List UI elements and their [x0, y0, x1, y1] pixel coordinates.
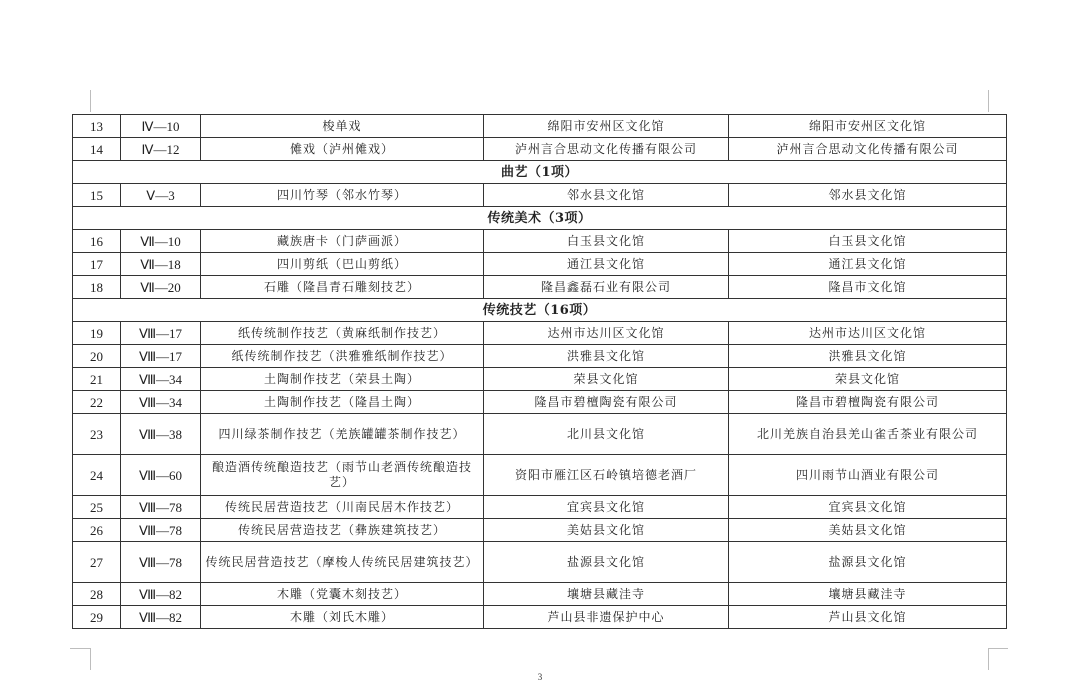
protection-unit: 盐源县文化馆	[729, 542, 1007, 583]
project-code: Ⅷ—78	[121, 496, 201, 519]
project-name: 传统民居营造技艺（川南民居木作技艺）	[201, 496, 484, 519]
table-row	[73, 414, 1007, 455]
row-number: 19	[73, 322, 121, 345]
applicant-unit: 盐源县文化馆	[484, 542, 729, 583]
row-number: 22	[73, 391, 121, 414]
project-name: 石雕（隆昌青石雕刻技艺）	[201, 276, 484, 299]
project-code: Ⅶ—20	[121, 276, 201, 299]
project-name: 土陶制作技艺（荣县土陶）	[201, 368, 484, 391]
project-name: 木雕（党囊木刻技艺）	[201, 583, 484, 606]
table-body	[73, 115, 1007, 629]
project-name: 藏族唐卡（门萨画派）	[201, 230, 484, 253]
table-row	[73, 345, 1007, 368]
project-code: Ⅷ—17	[121, 322, 201, 345]
row-number: 18	[73, 276, 121, 299]
project-name: 四川竹琴（邻水竹琴）	[201, 184, 484, 207]
protection-unit: 隆昌市碧檀陶瓷有限公司	[729, 391, 1007, 414]
applicant-unit: 壤塘县藏洼寺	[484, 583, 729, 606]
table-row	[73, 542, 1007, 583]
crop-mark-top-left	[72, 90, 91, 112]
project-name: 纸传统制作技艺（洪雅雅纸制作技艺）	[201, 345, 484, 368]
table-row	[73, 253, 1007, 276]
row-number: 14	[73, 138, 121, 161]
project-name: 木雕（刘氏木雕）	[201, 606, 484, 629]
applicant-unit: 达州市达川区文化馆	[484, 322, 729, 345]
protection-unit: 通江县文化馆	[729, 253, 1007, 276]
table-row	[73, 496, 1007, 519]
applicant-unit: 绵阳市安州区文化馆	[484, 115, 729, 138]
category-row	[73, 161, 1007, 184]
row-number: 23	[73, 414, 121, 455]
project-name: 纸传统制作技艺（黄麻纸制作技艺）	[201, 322, 484, 345]
applicant-unit: 邻水县文化馆	[484, 184, 729, 207]
row-number: 16	[73, 230, 121, 253]
category-title: 传统技艺（16项）	[73, 299, 1007, 322]
project-code: Ⅷ—34	[121, 368, 201, 391]
table-row	[73, 230, 1007, 253]
row-number: 15	[73, 184, 121, 207]
row-number: 24	[73, 455, 121, 496]
table-row	[73, 138, 1007, 161]
row-number: 20	[73, 345, 121, 368]
page-number: 3	[537, 672, 543, 682]
table-row	[73, 455, 1007, 496]
protection-unit: 洪雅县文化馆	[729, 345, 1007, 368]
project-name: 傩戏（泸州傩戏）	[201, 138, 484, 161]
project-code: Ⅴ—3	[121, 184, 201, 207]
applicant-unit: 荣县文化馆	[484, 368, 729, 391]
category-row	[73, 299, 1007, 322]
row-number: 21	[73, 368, 121, 391]
project-name: 传统民居营造技艺（彝族建筑技艺）	[201, 519, 484, 542]
table-row	[73, 606, 1007, 629]
project-name: 酿造酒传统酿造技艺（雨节山老酒传统酿造技艺）	[201, 455, 484, 496]
applicant-unit: 美姑县文化馆	[484, 519, 729, 542]
heritage-list-table	[72, 114, 1007, 629]
protection-unit: 芦山县文化馆	[729, 606, 1007, 629]
protection-unit: 荣县文化馆	[729, 368, 1007, 391]
category-row	[73, 207, 1007, 230]
applicant-unit: 泸州言合思动文化传播有限公司	[484, 138, 729, 161]
project-code: Ⅳ—10	[121, 115, 201, 138]
applicant-unit: 北川县文化馆	[484, 414, 729, 455]
applicant-unit: 通江县文化馆	[484, 253, 729, 276]
crop-mark-top-right	[988, 90, 1007, 112]
project-code: Ⅷ—78	[121, 519, 201, 542]
protection-unit: 达州市达川区文化馆	[729, 322, 1007, 345]
row-number: 29	[73, 606, 121, 629]
protection-unit: 邻水县文化馆	[729, 184, 1007, 207]
row-number: 27	[73, 542, 121, 583]
project-code: Ⅶ—18	[121, 253, 201, 276]
applicant-unit: 隆昌市碧檀陶瓷有限公司	[484, 391, 729, 414]
crop-mark-bottom-left-h	[70, 648, 90, 649]
protection-unit: 四川雨节山酒业有限公司	[729, 455, 1007, 496]
table-row	[73, 583, 1007, 606]
project-name: 四川绿茶制作技艺（羌族罐罐茶制作技艺）	[201, 414, 484, 455]
project-name: 传统民居营造技艺（摩梭人传统民居建筑技艺）	[201, 542, 484, 583]
protection-unit: 北川羌族自治县羌山雀舌茶业有限公司	[729, 414, 1007, 455]
category-title: 曲艺（1项）	[73, 161, 1007, 184]
table-row	[73, 184, 1007, 207]
applicant-unit: 隆昌鑫磊石业有限公司	[484, 276, 729, 299]
project-name: 四川剪纸（巴山剪纸）	[201, 253, 484, 276]
project-code: Ⅷ—38	[121, 414, 201, 455]
protection-unit: 泸州言合思动文化传播有限公司	[729, 138, 1007, 161]
crop-mark-bottom-right-h	[988, 648, 1008, 649]
protection-unit: 壤塘县藏洼寺	[729, 583, 1007, 606]
row-number: 25	[73, 496, 121, 519]
protection-unit: 美姑县文化馆	[729, 519, 1007, 542]
project-code: Ⅷ—34	[121, 391, 201, 414]
project-code: Ⅷ—78	[121, 542, 201, 583]
project-name: 梭单戏	[201, 115, 484, 138]
row-number: 28	[73, 583, 121, 606]
protection-unit: 绵阳市安州区文化馆	[729, 115, 1007, 138]
project-code: Ⅷ—82	[121, 606, 201, 629]
project-name: 土陶制作技艺（隆昌土陶）	[201, 391, 484, 414]
project-code: Ⅳ—12	[121, 138, 201, 161]
category-title: 传统美术（3项）	[73, 207, 1007, 230]
applicant-unit: 芦山县非遗保护中心	[484, 606, 729, 629]
applicant-unit: 资阳市雁江区石岭镇培德老酒厂	[484, 455, 729, 496]
project-code: Ⅶ—10	[121, 230, 201, 253]
project-code: Ⅷ—82	[121, 583, 201, 606]
project-code: Ⅷ—17	[121, 345, 201, 368]
table-row	[73, 519, 1007, 542]
table-row	[73, 276, 1007, 299]
row-number: 13	[73, 115, 121, 138]
applicant-unit: 白玉县文化馆	[484, 230, 729, 253]
table-row	[73, 115, 1007, 138]
protection-unit: 隆昌市文化馆	[729, 276, 1007, 299]
applicant-unit: 洪雅县文化馆	[484, 345, 729, 368]
table-row	[73, 322, 1007, 345]
applicant-unit: 宜宾县文化馆	[484, 496, 729, 519]
protection-unit: 宜宾县文化馆	[729, 496, 1007, 519]
crop-mark-bottom-right	[988, 648, 1007, 670]
table-row	[73, 368, 1007, 391]
project-code: Ⅷ—60	[121, 455, 201, 496]
table-row	[73, 391, 1007, 414]
protection-unit: 白玉县文化馆	[729, 230, 1007, 253]
crop-mark-bottom-left	[70, 648, 91, 670]
row-number: 17	[73, 253, 121, 276]
row-number: 26	[73, 519, 121, 542]
